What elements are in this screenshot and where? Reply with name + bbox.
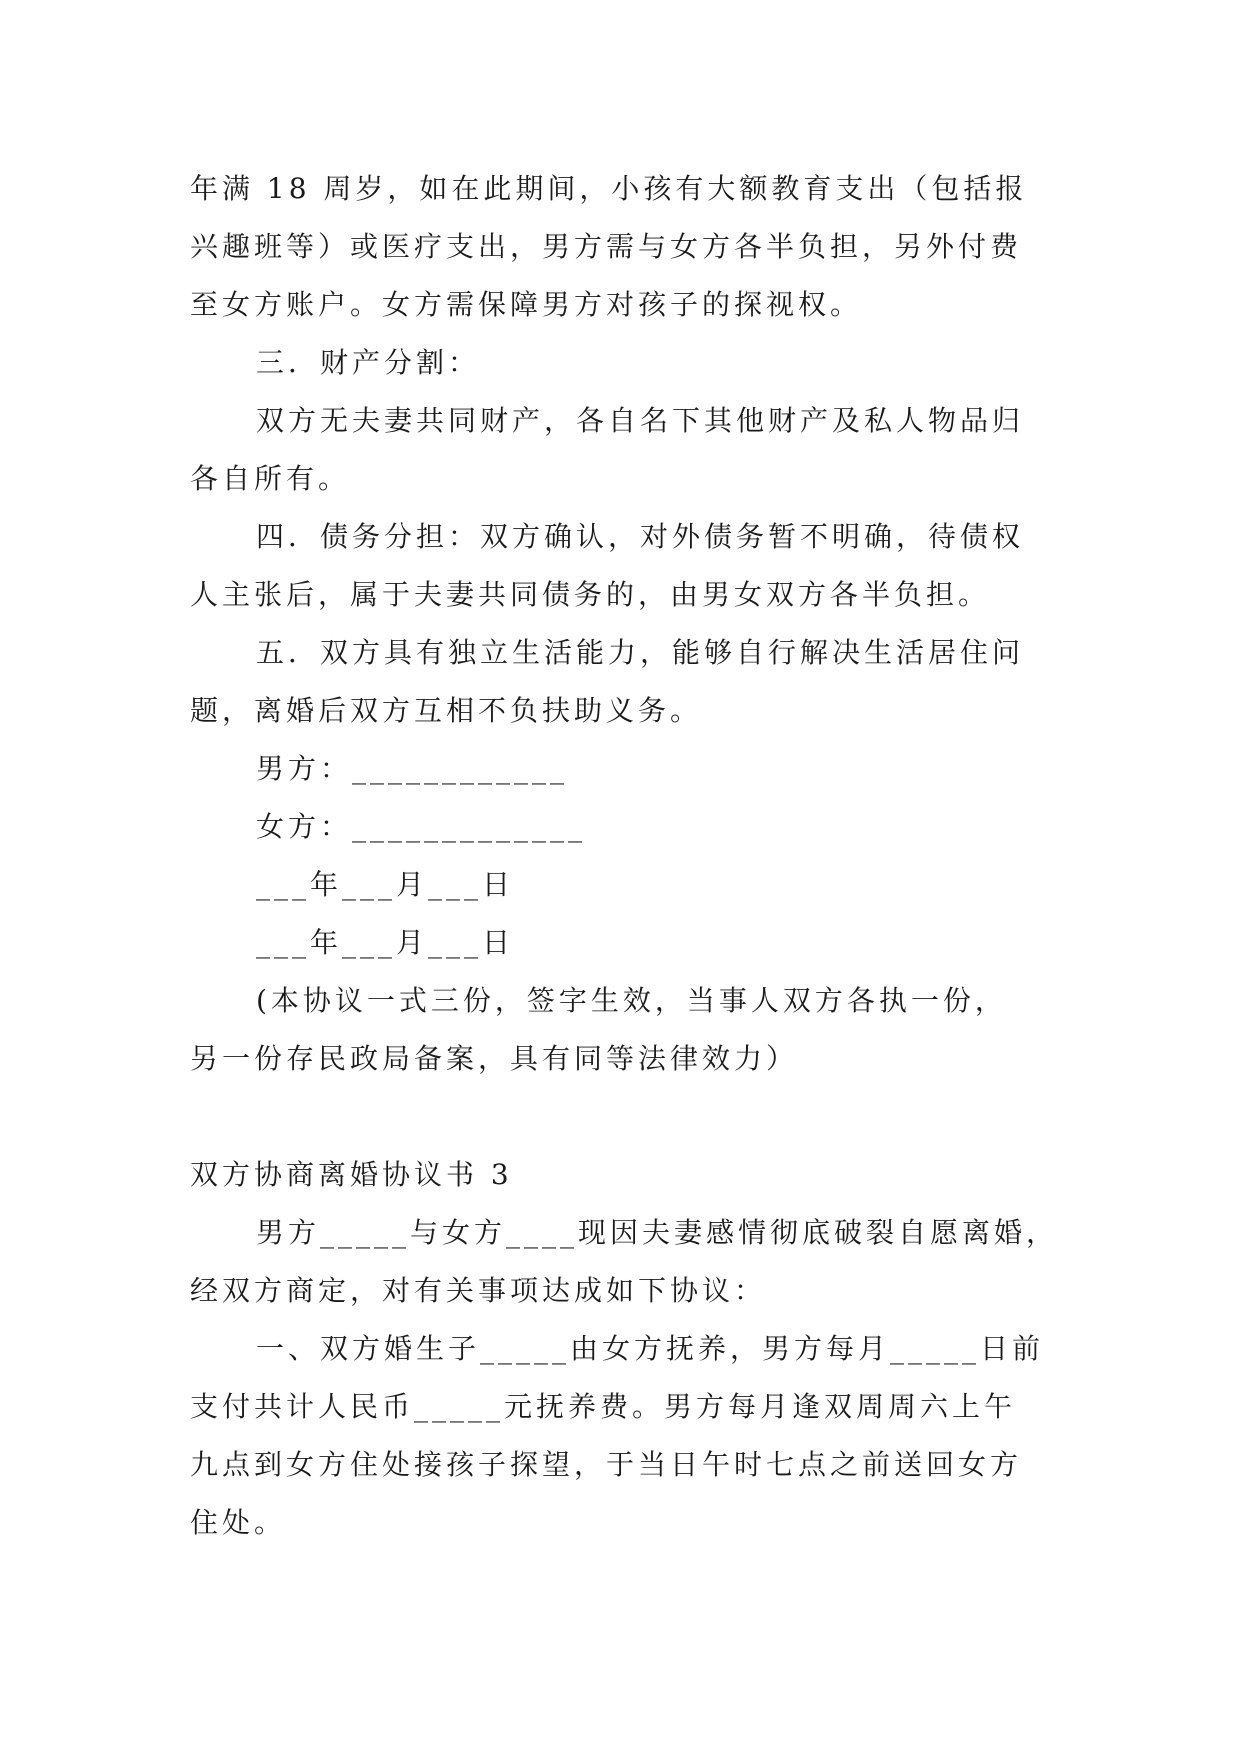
paragraph-line: 支付共计人民币_____元抚养费。男方每月逢双周周六上午 <box>190 1390 1017 1423</box>
section-debt: 四．债务分担：双方确认，对外债务暂不明确，待债权 <box>256 520 1025 553</box>
paragraph-line: 题，离婚后双方互相不负扶助义务。 <box>190 694 703 727</box>
section-heading-property: 三．财产分割： <box>256 346 481 379</box>
agreement-item-child: 一、双方婚生子_____由女方抚养，男方每月_____日前 <box>256 1332 1045 1365</box>
paragraph-line: 人主张后，属于夫妻共同债务的，由男女双方各半负担。 <box>190 578 991 611</box>
paragraph-line: 住处。 <box>190 1506 287 1539</box>
paragraph-line: 经双方商定，对有关事项达成如下协议： <box>190 1274 767 1307</box>
signature-date: ___年___月___日 <box>256 926 515 959</box>
signature-date: ___年___月___日 <box>256 868 515 901</box>
paragraph-line: 双方无夫妻共同财产，各自名下其他财产及私人物品归 <box>256 404 1025 437</box>
paragraph-line: 年满 18 周岁，如在此期间，小孩有大额教育支出（包括报 <box>190 172 1028 205</box>
agreement-intro: 男方_____与女方____现因夫妻感情彻底破裂自愿离婚， <box>256 1216 1059 1249</box>
paragraph-line: 至女方账户。女方需保障男方对孩子的探视权。 <box>190 288 863 321</box>
paragraph-gap <box>190 1088 1070 1146</box>
agreement-title: 双方协商离婚协议书 3 <box>190 1158 513 1191</box>
paragraph-line: 各自所有。 <box>190 462 351 495</box>
section-independence: 五．双方具有独立生活能力，能够自行解决生活居住问 <box>256 636 1025 669</box>
signature-male: 男方：____________ <box>256 752 569 785</box>
paragraph-line: 兴趣班等）或医疗支出，男方需与女方各半负担，另外付费 <box>190 230 1023 263</box>
signature-female: 女方：_____________ <box>256 810 587 843</box>
paragraph-line: 另一份存民政局备案，具有同等法律效力） <box>190 1042 799 1075</box>
agreement-note: (本协议一式三份，签字生效，当事人双方各执一份， <box>256 984 1007 1017</box>
paragraph-line: 九点到女方住处接孩子探望，于当日午时七点之前送回女方 <box>190 1448 1023 1481</box>
document-page <box>190 160 1070 1552</box>
